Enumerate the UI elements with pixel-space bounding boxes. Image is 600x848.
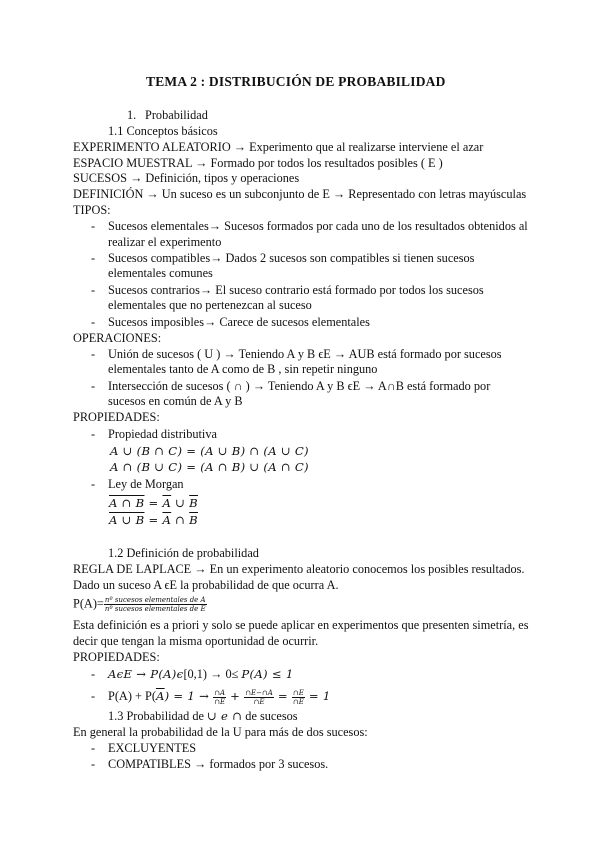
formula [108, 684, 331, 708]
list-item: Propiedad distributiva [108, 427, 217, 441]
formula-part: $\overline{A}$ [162, 513, 172, 527]
formula-part: P(A) ≤ 1 [241, 667, 294, 681]
denominator: ∩E [292, 697, 304, 706]
heading-part: de sucesos [242, 709, 298, 723]
page-title: TEMA 2 : DISTRIBUCIÓN DE PROBABILIDAD [146, 74, 446, 89]
list-item: Sucesos compatibles→ Dados 2 sucesos son compatibles si tienen sucesos [108, 251, 475, 265]
list-item: realizar el experimento [108, 235, 222, 249]
formula [109, 496, 198, 511]
bullet: - [91, 741, 96, 755]
bullet: - [91, 251, 96, 265]
formula-part: ∩ [171, 513, 190, 527]
formula-part: [0,1) → 0≤ [183, 667, 242, 681]
formula-part: ) = 1 → [164, 689, 214, 703]
list-heading: PROPIEDADES: [73, 410, 160, 424]
bullet: - [91, 667, 96, 681]
list-heading: OPERACIONES: [73, 331, 162, 345]
heading-part: 1.3 Probabilidad de [108, 709, 208, 723]
definition-line: EXPERIMENTO ALEATORIO → Experimento que al realizarse interviene el azar [73, 140, 484, 154]
list-item: Sucesos elementales→ Sucesos formados por cada uno de los resultados obtenidos al [108, 219, 528, 233]
fraction [104, 596, 207, 613]
denominator: ∩E [214, 697, 226, 706]
list-item: Sucesos contrarios→ El suceso contrario está formado por todos los sucesos [108, 283, 484, 297]
formula-part: = 1 [304, 689, 331, 703]
formula-part: P(A) + P( [108, 689, 156, 703]
bullet: - [91, 315, 96, 329]
bullet: - [91, 219, 96, 233]
bullet: - [91, 347, 96, 361]
paragraph-line: decir que tengan la misma oportunidad de ocurrir. [73, 634, 319, 648]
bullet: - [91, 689, 96, 703]
bullet: - [91, 283, 96, 297]
paragraph-line: En general la probabilidad de la U para más de dos sucesos: [73, 725, 368, 739]
list-item: COMPATIBLES → formados por 3 sucesos. [108, 757, 329, 771]
fraction [292, 689, 305, 706]
formula-part: AϵE → P(A)ϵ [108, 667, 184, 681]
numerator: ∩E−∩A [245, 688, 273, 697]
list-item: elementales tanto de A como de B , sin repetir ninguno [108, 362, 378, 376]
subsection-heading [108, 709, 298, 724]
formula-part: $\overline{A}$ [162, 496, 172, 510]
subsection-heading: 1.1 Conceptos básicos [108, 124, 218, 138]
formula-part: $\overline{B}$ [189, 496, 198, 510]
list-item: EXCLUYENTES [108, 741, 197, 755]
formula-part: A ∩ B [109, 496, 145, 510]
paragraph-line: Dado un suceso A ϵE la probabilidad de que ocurra A. [73, 578, 339, 592]
denominator: ∩E [253, 697, 265, 706]
formula-part: + [226, 689, 245, 703]
formula-part: = [273, 689, 292, 703]
probability-formula [73, 596, 207, 613]
formula-part: A ∪ B [109, 513, 145, 527]
numerator: ∩A [214, 688, 226, 697]
formula [108, 667, 294, 682]
bullet: - [91, 477, 96, 491]
bullet: - [91, 757, 96, 771]
fraction [213, 689, 226, 706]
list-item: Unión de sucesos ( U ) → Teniendo A y B ϵE → AUB está formado por sucesos [108, 347, 502, 361]
list-heading: TIPOS: [73, 203, 111, 217]
paragraph-line: REGLA DE LAPLACE → En un experimento aleatorio conocemos los posibles resultados. [73, 562, 525, 576]
definition-line: SUCESOS → Definición, tipos y operaciones [73, 171, 300, 185]
formula-part: ∪ [171, 496, 190, 510]
list-item: elementales que no pertenezcan al suceso [108, 298, 312, 312]
heading-part: ∪ e ∩ [207, 709, 243, 723]
formula: A ∪ (B ∩ C) = (A ∪ B) ∩ (A ∪ C) [110, 444, 309, 458]
definition-line: DEFINICIÓN → Un suceso es un subconjunto de E → Representado con letras mayúsculas [73, 187, 527, 201]
formula-part: $\overline{A}$ [155, 689, 165, 703]
paragraph-line: Esta definición es a priori y solo se puede aplicar en experimentos que presenten simetría, es [73, 618, 529, 632]
formula-part: P(A)= [73, 596, 104, 611]
formula-part: = [144, 513, 163, 527]
list-item: elementales comunes [108, 266, 213, 280]
section-number: 1. [127, 108, 137, 122]
definition-line: ESPACIO MUESTRAL → Formado por todos los resultados posibles ( E ) [73, 156, 443, 170]
formula [109, 513, 198, 528]
formula: A ∩ (B ∪ C) = (A ∩ B) ∪ (A ∩ C) [110, 460, 309, 474]
subsection-heading: 1.2 Definición de probabilidad [108, 546, 259, 560]
numerator: nº sucesos elementales de A [104, 596, 206, 604]
fraction [244, 689, 274, 706]
bullet: - [91, 379, 96, 393]
list-item: Intersección de sucesos ( ∩ ) → Teniendo A y B ϵE → A∩B está formado por [108, 379, 491, 393]
numerator: ∩E [292, 688, 304, 697]
list-item: sucesos en común de A y B [108, 394, 243, 408]
list-item: Sucesos imposibles→ Carece de sucesos elementales [108, 315, 370, 329]
section-heading: Probabilidad [145, 108, 208, 122]
list-item: Ley de Morgan [108, 477, 184, 491]
denominator: nº sucesos elementales de E [104, 605, 206, 613]
bullet: - [91, 427, 96, 441]
formula-part: = [144, 496, 163, 510]
list-heading: PROPIEDADES: [73, 650, 160, 664]
formula-part: $\overline{B}$ [189, 513, 198, 527]
